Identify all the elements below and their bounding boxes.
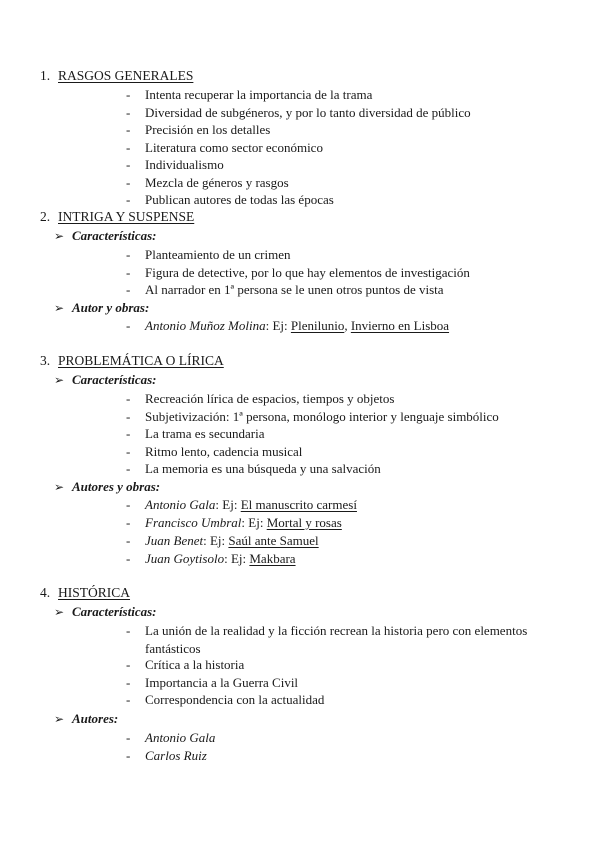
section-title: INTRIGA Y SUSPENSE: [58, 209, 195, 224]
autores-subheading: ➢ Autores y obras:: [54, 479, 161, 494]
work-title: Invierno en Lisboa: [350, 318, 450, 333]
section-2-heading: [40, 208, 194, 226]
author-name: Juan Goytisolo: [145, 551, 225, 566]
list-item-text: Precisión en los detalles: [145, 122, 271, 137]
dash-bullet-icon: -: [126, 174, 131, 190]
dash-bullet-icon: -: [126, 657, 131, 672]
section-title: RASGOS GENERALES: [58, 68, 194, 83]
list-item-text: Recreación lírica de espacios, tiempos y objetos: [145, 391, 395, 406]
author-name: Juan Benet: [145, 533, 204, 548]
section-title: PROBLEMÁTICA O LÍRICA: [58, 353, 224, 368]
dash-bullet-icon: -: [126, 408, 131, 424]
arrow-bullet-icon: ➢: [54, 605, 65, 619]
dash-bullet-icon: -: [126, 87, 131, 102]
dash-bullet-icon: -: [126, 623, 131, 638]
dash-bullet-icon: -: [126, 122, 131, 137]
section-number: 1.: [40, 68, 51, 83]
dash-bullet-icon: -: [126, 551, 131, 566]
list-item-text: Crítica a la historia: [145, 657, 245, 672]
dash-bullet-icon: -: [126, 426, 131, 441]
dash-bullet-icon: -: [126, 748, 131, 763]
list-item-text: Literatura como sector económico: [145, 139, 323, 155]
dash-bullet-icon: -: [126, 264, 131, 280]
dash-bullet-icon: -: [126, 497, 131, 512]
list-item-text: Ritmo lento, cadencia musical: [145, 443, 303, 459]
dash-bullet-icon: -: [126, 157, 131, 172]
author-name: Francisco Umbral: [145, 515, 242, 530]
arrow-bullet-icon: ➢: [54, 480, 65, 494]
list-item-text: Individualismo: [145, 157, 224, 172]
author-name: Antonio Gala: [145, 730, 216, 745]
autores-subheading: ➢ Autores:: [54, 711, 119, 726]
list-item-text: Antonio Muñoz Molina: Ej: Plenilunio, Invierno en Lisboa: [145, 318, 450, 333]
caracteristicas-subheading: ➢ Características:: [54, 228, 157, 243]
caracteristicas-subheading: ➢ Características:: [54, 604, 157, 619]
section-number: 4.: [40, 585, 51, 600]
dash-bullet-icon: -: [126, 533, 131, 548]
work-title: Makbara: [249, 551, 296, 566]
dash-bullet-icon: -: [126, 443, 131, 459]
list-item-text: Al narrador en 1ª persona se le unen otros puntos de vista: [145, 282, 444, 297]
list-item-text: Publican autores de todas las épocas: [145, 192, 334, 207]
list-item-text: Figura de detective, por lo que hay elementos de investigación: [145, 264, 470, 280]
section-title: HISTÓRICA: [58, 585, 131, 600]
dash-bullet-icon: -: [126, 247, 131, 262]
dash-bullet-icon: -: [126, 692, 131, 707]
list-item-text: Mezcla de géneros y rasgos: [145, 174, 289, 190]
list-item-text: La unión de la realidad y la ficción recrean la historia pero con elementos fantásticos: [145, 623, 528, 656]
dash-bullet-icon: -: [126, 192, 131, 207]
list-item-text: Juan Benet: Ej: Saúl ante Samuel: [145, 533, 319, 548]
arrow-bullet-icon: ➢: [54, 712, 65, 726]
list-item-text: Intenta recuperar la importancia de la trama: [145, 87, 373, 102]
list-item-text: Antonio Gala: Ej: El manuscrito carmesí: [145, 497, 357, 512]
section-1-heading: [40, 67, 193, 85]
dash-bullet-icon: -: [126, 730, 131, 745]
list-item-text: Subjetivización: 1ª persona, monólogo interior y lenguaje simbólico: [145, 408, 499, 424]
section-4-heading: [40, 584, 130, 602]
work-title: Plenilunio: [290, 318, 345, 333]
list-item-text: Diversidad de subgéneros, y por lo tanto diversidad de público: [145, 104, 471, 120]
list-item-text: La memoria es una búsqueda y una salvación: [145, 461, 381, 476]
list-item-text: Importancia a la Guerra Civil: [145, 674, 299, 690]
arrow-bullet-icon: ➢: [54, 229, 65, 243]
caracteristicas-subheading: ➢ Características:: [54, 372, 157, 387]
dash-bullet-icon: -: [126, 282, 131, 297]
list-item-text: Planteamiento de un crimen: [145, 247, 291, 262]
dash-bullet-icon: -: [126, 391, 131, 406]
list-item-text: Francisco Umbral: Ej: Mortal y rosas: [145, 515, 342, 530]
work-title: Mortal y rosas: [266, 515, 342, 530]
author-name: Antonio Muñoz Molina: [145, 318, 266, 333]
arrow-bullet-icon: ➢: [54, 301, 65, 315]
author-name: Antonio Gala: [145, 497, 216, 512]
dash-bullet-icon: -: [126, 318, 131, 333]
list-item-text: Juan Goytisolo: Ej: Makbara: [145, 551, 296, 566]
dash-bullet-icon: -: [126, 139, 131, 155]
list-item-text: La trama es secundaria: [145, 426, 265, 441]
section-3-heading: [40, 352, 224, 370]
list-item-text: Correspondencia con la actualidad: [145, 692, 325, 707]
dash-bullet-icon: -: [126, 515, 131, 530]
author-name: Carlos Ruiz: [145, 748, 207, 763]
dash-bullet-icon: -: [126, 674, 131, 690]
section-number: 3.: [40, 353, 51, 368]
dash-bullet-icon: -: [126, 104, 131, 120]
autores-subheading: ➢ Autor y obras:: [54, 300, 150, 315]
work-title: El manuscrito carmesí: [240, 497, 357, 512]
arrow-bullet-icon: ➢: [54, 373, 65, 387]
work-title: Saúl ante Samuel: [228, 533, 319, 548]
section-number: 2.: [40, 209, 51, 224]
dash-bullet-icon: -: [126, 461, 131, 476]
